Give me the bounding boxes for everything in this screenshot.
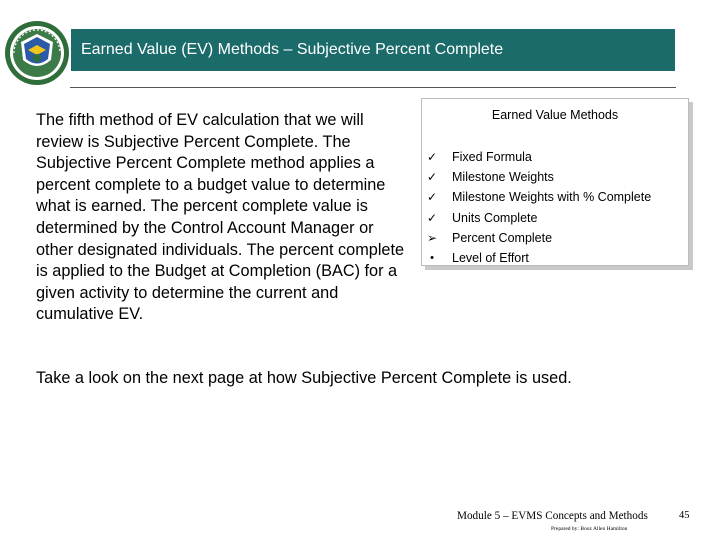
- title-divider: [70, 87, 676, 88]
- check-icon: ✓: [426, 190, 438, 205]
- check-icon: ✓: [426, 150, 438, 164]
- footer-module-label: Module 5 – EVMS Concepts and Methods: [457, 510, 648, 522]
- doe-seal-logo: [4, 20, 70, 86]
- takeaway-text: Take a look on the next page at how Subjective Percent Complete is used.: [36, 369, 572, 387]
- method-label: Milestone Weights with % Complete: [452, 190, 652, 205]
- method-item-units-complete: [422, 208, 651, 228]
- arrow-icon: ➢: [426, 230, 438, 245]
- page-title: Earned Value (EV) Methods – Subjective Percent Complete: [81, 41, 504, 58]
- check-icon: ✓: [426, 210, 438, 225]
- method-item-milestone-weights: [422, 167, 651, 187]
- earned-value-methods-box: [421, 98, 689, 266]
- method-label: Percent Complete: [452, 230, 553, 245]
- method-label: Level of Effort: [452, 250, 529, 265]
- methods-list: [422, 147, 651, 268]
- method-item-level-of-effort: [422, 248, 651, 268]
- intro-paragraph: The fifth method of EV calculation that we will review is Subjective Percent Complete. The Subjective Percent Complete method applies a percent complete to a budget value to determine what is earned. The percent complete value is determined by the Control Account Manager or other designated individuals. The percent complete is applied to the Budget at Completion (BAC) for a given activity to determine the current and cumulative EV.: [36, 111, 405, 324]
- page-number: 45: [679, 510, 690, 521]
- method-label: Units Complete: [452, 210, 538, 225]
- method-item-milestone-weights-percent: [422, 187, 651, 207]
- page-title-bar: [71, 29, 675, 71]
- footer-prepared-by: Prepared by: Booz Allen Hamilton: [551, 526, 628, 532]
- method-item-percent-complete: [422, 228, 651, 248]
- method-label: Fixed Formula: [452, 150, 532, 164]
- check-icon: ✓: [426, 170, 438, 185]
- dot-icon: •: [430, 251, 434, 264]
- method-label: Milestone Weights: [452, 170, 554, 185]
- method-item-fixed-formula: [422, 147, 651, 167]
- methods-box-title: Earned Value Methods: [491, 108, 619, 122]
